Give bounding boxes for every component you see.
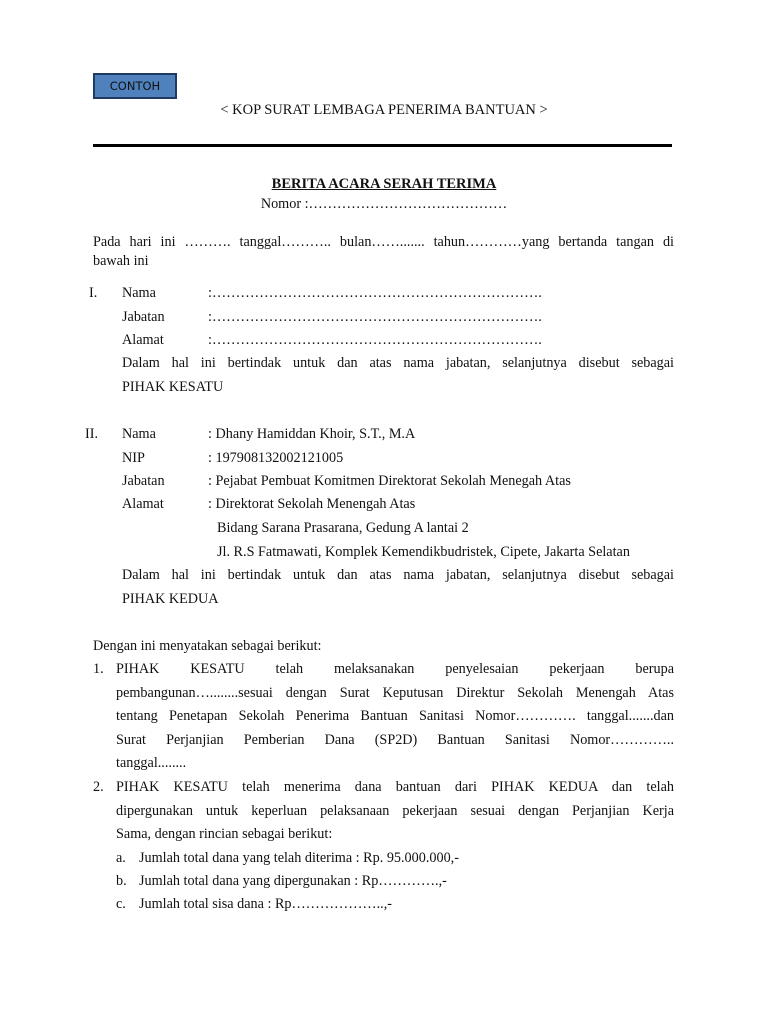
subitem-c-text: Jumlah total sisa dana : Rp………………..,- — [139, 896, 392, 912]
document-number: Nomor :…………………………………… — [260, 196, 508, 212]
item-2-line-2: dipergunakan untuk keperluan pelaksanaan pekerjaan sesuai dengan Perjanjian Kerja — [116, 803, 674, 819]
subitem-a-text: Jumlah total dana yang telah diterima : Rp. 95.000.000,- — [139, 850, 459, 866]
party2-statement-line-1: Dalam hal ini bertindak untuk dan atas nama jabatan, selanjutnya disebut sebagai — [122, 567, 674, 583]
party2-alamat-label: Alamat — [122, 496, 164, 512]
party2-name-value: : Dhany Hamiddan Khoir, S.T., M.A — [208, 426, 416, 442]
party2-jabatan-value: : Pejabat Pembuat Komitmen Direktorat Sekolah Menegah Atas — [208, 473, 571, 489]
opening-line-2: bawah ini — [93, 253, 149, 269]
item-1-line-2: pembangunan…........sesuai dengan Surat Keputusan Direktur Sekolah Menengah Atas — [116, 685, 674, 701]
party1-alamat-label: Alamat — [122, 332, 164, 348]
item-1-line-1: PIHAK KESATU telah melaksanakan penyelesaian pekerjaan berupa — [116, 661, 674, 677]
item-2-line-3: Sama, dengan rincian sebagai berikut: — [116, 826, 333, 842]
party1-jabatan-label: Jabatan — [122, 309, 165, 325]
item-1-number: 1. — [93, 661, 104, 677]
party1-designation: PIHAK KESATU — [122, 379, 224, 395]
opening-line-1: Pada hari ini ………. tanggal……….. bulan……....... tahun…………yang bertanda tangan di — [93, 234, 674, 250]
subitem-b-letter: b. — [116, 873, 127, 889]
document-title: BERITA ACARA SERAH TERIMA — [271, 176, 497, 192]
letterhead-divider — [93, 144, 672, 147]
item-1-line-3: tentang Penetapan Sekolah Penerima Bantuan Sanitasi Nomor…………. tanggal.......dan — [116, 708, 674, 724]
item-1-line-4: Surat Perjanjian Pemberian Dana (SP2D) Bantuan Sanitasi Nomor………….. — [116, 732, 674, 748]
subitem-c-letter: c. — [116, 896, 126, 912]
party1-name-value: :……………………………………………………………. — [208, 285, 542, 301]
contoh-badge: CONTOH — [93, 73, 177, 99]
party2-nip-label: NIP — [122, 450, 145, 466]
subitem-a-letter: a. — [116, 850, 126, 866]
party2-nip-value: : 197908132002121005 — [208, 450, 344, 466]
party2-address-line-2: Bidang Sarana Prasarana, Gedung A lantai 2 — [217, 520, 469, 536]
party1-name-label: Nama — [122, 285, 156, 301]
party1-numeral: I. — [89, 285, 98, 301]
declaration-intro: Dengan ini menyatakan sebagai berikut: — [93, 638, 322, 654]
party2-designation: PIHAK KEDUA — [122, 591, 219, 607]
party1-alamat-value: :……………………………………………………………. — [208, 332, 542, 348]
party2-jabatan-label: Jabatan — [122, 473, 165, 489]
item-1-line-5: tanggal........ — [116, 755, 187, 771]
party2-alamat-value: : Direktorat Sekolah Menengah Atas — [208, 496, 416, 512]
party2-numeral: II. — [85, 426, 98, 442]
item-2-number: 2. — [93, 779, 104, 795]
party1-statement-line-1: Dalam hal ini bertindak untuk dan atas nama jabatan, selanjutnya disebut sebagai — [122, 355, 674, 371]
letterhead: < KOP SURAT LEMBAGA PENERIMA BANTUAN > — [220, 102, 548, 118]
item-2-line-1: PIHAK KESATU telah menerima dana bantuan dari PIHAK KEDUA dan telah — [116, 779, 674, 795]
party2-address-line-3: Jl. R.S Fatmawati, Komplek Kemendikbudristek, Cipete, Jakarta Selatan — [217, 544, 630, 560]
subitem-b-text: Jumlah total dana yang dipergunakan : Rp………….,- — [139, 873, 447, 889]
party1-jabatan-value: :……………………………………………………………. — [208, 309, 542, 325]
party2-name-label: Nama — [122, 426, 156, 442]
